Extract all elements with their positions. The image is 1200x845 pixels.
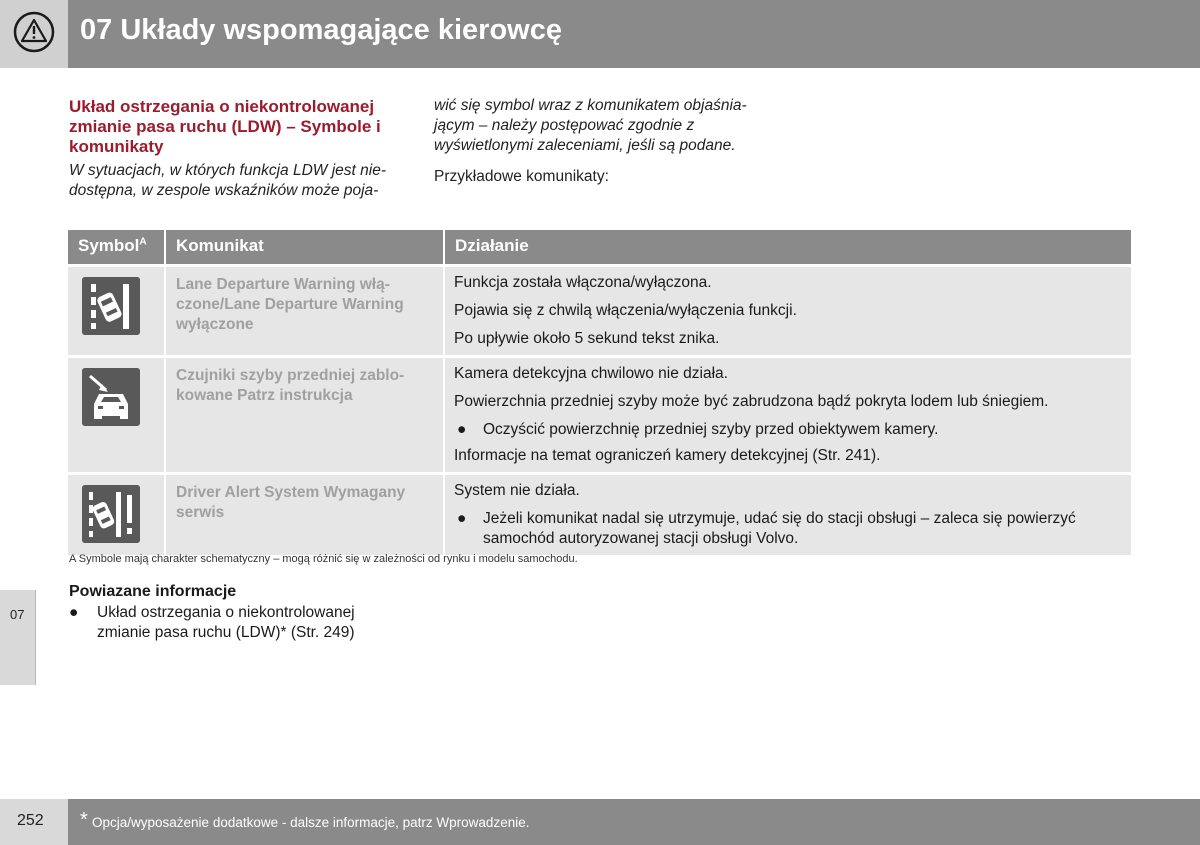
page-number: 252: [17, 812, 44, 829]
message-text: Lane Departure Warning włą-czone/Lane Departure Warning wyłączone: [166, 264, 445, 355]
action-bullet: ● Oczyścić powierzchnię przedniej szyby przed obiektywem kamery.: [457, 421, 939, 438]
windshield-camera-icon: [82, 368, 140, 426]
examples-label: Przykładowe komunikaty:: [434, 168, 609, 185]
action-cell: [445, 264, 1131, 355]
section-title: Układ ostrzegania o niekontrolowanej zmianie pasa ruchu (LDW) – Symbole i komunikaty: [69, 97, 381, 156]
messages-table: [68, 230, 1131, 555]
action-cell: [445, 472, 1131, 555]
message-text: Driver Alert System Wymagany serwis: [166, 472, 445, 555]
action-cell: [445, 355, 1131, 472]
intro-text-left: W sytuacjach, w których funkcja LDW jest nie-dostępna, w zespole wskaźników może poja-: [69, 162, 386, 199]
page-header: [0, 0, 1200, 68]
footer-star: *: [80, 809, 88, 831]
message-text: Czujniki szyby przedniej zablo-kowane Patrz instrukcja: [166, 355, 445, 472]
lane-departure-icon: [82, 277, 140, 335]
related-info-link[interactable]: ● Układ ostrzegania o niekontrolowanej zmianie pasa ruchu (LDW)* (Str. 249): [69, 604, 355, 641]
header-message: Komunikat: [166, 230, 445, 264]
action-text: Funkcja została włączona/wyłączona.: [454, 274, 712, 291]
related-info-title: Powiazane informacje: [69, 583, 237, 600]
table-row: [68, 264, 1131, 355]
action-text: Informacje na temat ograniczeń kamery detekcyjnej (Str. 241).: [454, 447, 881, 464]
action-text: Po upływie około 5 sekund tekst znika.: [454, 330, 720, 347]
header-action: Działanie: [445, 230, 1131, 264]
driver-alert-icon: [82, 485, 140, 543]
chapter-tab: 07: [0, 590, 36, 685]
action-bullet: ● Jeżeli komunikat nadal się utrzymuje, udać się do stacji obsługi – zaleca się powierzyć samochód autoryzowanej stacji obsługi Volvo.: [457, 510, 1076, 547]
action-text: System nie działa.: [454, 482, 580, 499]
footer-bar: [68, 799, 1200, 845]
action-text: Kamera detekcyjna chwilowo nie działa.: [454, 365, 728, 382]
header-icon-block: [0, 0, 68, 68]
header-symbol: Symbol$^A$: [68, 230, 166, 264]
footer-text: Opcja/wyposażenie dodatkowe - dalsze informacje, patrz Wprowadzenie.: [92, 815, 530, 830]
warning-triangle-icon: [13, 11, 55, 53]
intro-text-right: wić się symbol wraz z komunikatem objaśnia-jącym – należy postępować zgodnie z wyświetlonymi zaleceniami, jeśli są podane.: [434, 97, 747, 154]
table-header-row: [68, 230, 1131, 264]
table-row: [68, 355, 1131, 472]
page-number-block: [0, 799, 68, 845]
table-row: [68, 472, 1131, 555]
table-footnote: A Symbole mają charakter schematyczny – mogą różnić się w zależności od rynku i modelu samochodu.: [69, 553, 578, 565]
action-text: Pojawia się z chwilą włączenia/wyłączenia funkcji.: [454, 302, 797, 319]
chapter-title: 07 Układy wspomagające kierowcę: [80, 14, 562, 46]
action-text: Powierzchnia przedniej szyby może być zabrudzona bądź pokryta lodem lub śniegiem.: [454, 393, 1049, 410]
